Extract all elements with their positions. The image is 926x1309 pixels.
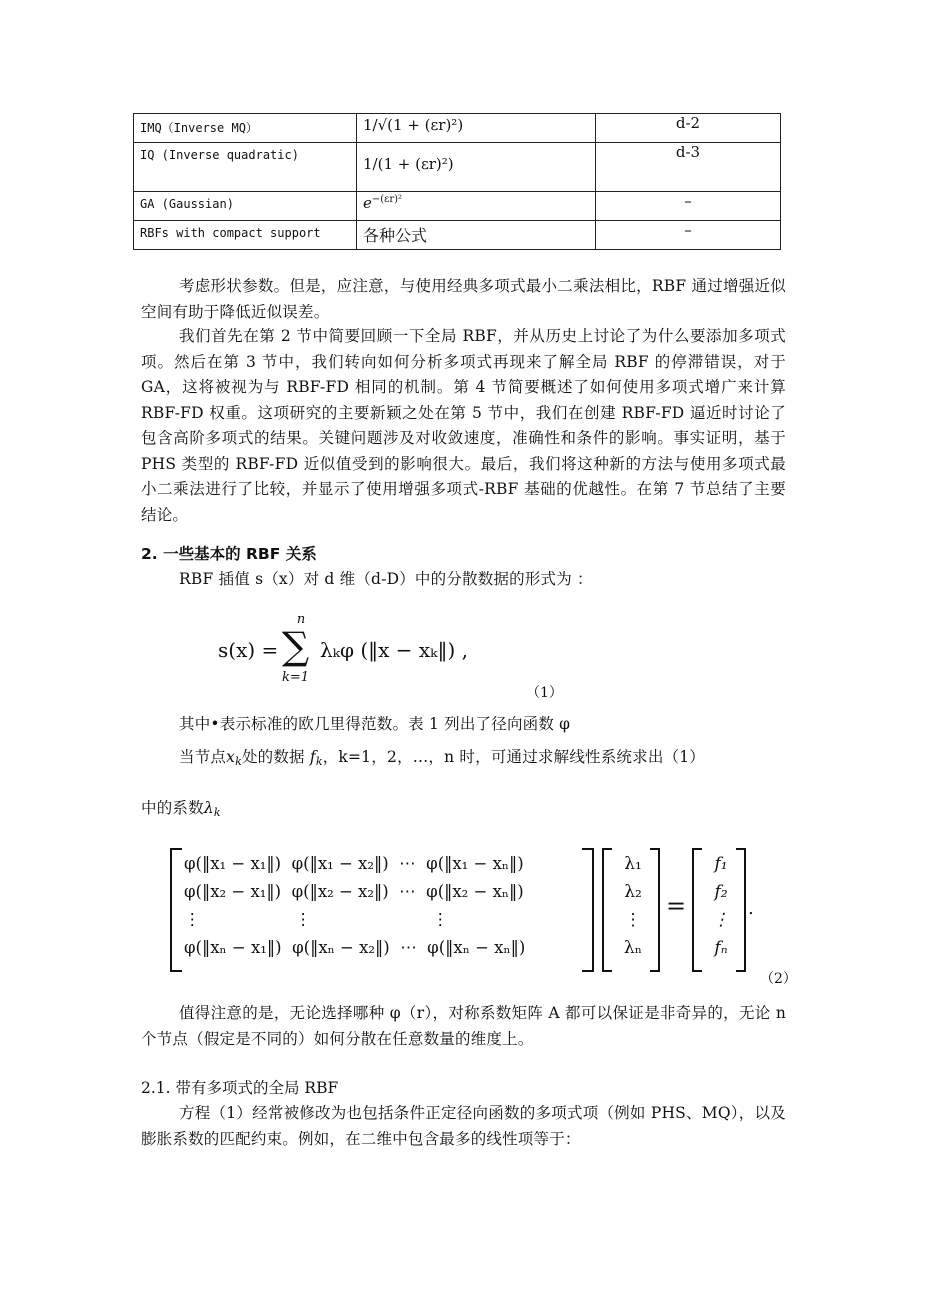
f-vector: f₁ f₂ ⋮ fₙ: [712, 854, 730, 958]
right-bracket: [650, 848, 660, 972]
paragraph: RBF 插值 s（x）对 d 维（d-D）中的分散数据的形式为 ：: [179, 570, 593, 588]
left-bracket: [692, 848, 702, 972]
paragraph: 当节点$x_k$处的数据 $f_k$，k=1，2，…，n 时，可通过求解线性系统求出（1）: [179, 748, 705, 768]
table-row: [134, 143, 781, 192]
rbf-order: d-2: [596, 114, 781, 143]
equation-number: （2）: [760, 971, 797, 987]
left-bracket: [170, 848, 182, 972]
table-row: [134, 192, 781, 221]
phi-matrix: φ(‖x₁ − x₁‖) φ(‖x₁ − x₂‖) ⋯ φ(‖x₁ − xₙ‖) φ(‖x₂ − x₁‖) φ(‖x₂ − x₂‖) ⋯ φ(‖x₂ − xₙ‖) ⋮ ⋮ ⋮ φ(‖xₙ − x₁‖) φ(‖xₙ − x₂‖) ⋯ φ(‖xₙ − xₙ‖): [184, 854, 526, 957]
lambda-vector: λ₁ λ₂ ⋮ λₙ: [623, 854, 643, 958]
rbf-name: GA (Gaussian): [134, 192, 357, 221]
sum-upper: n: [296, 612, 306, 627]
paragraph: 中的系数$\lambda_k$: [141, 799, 221, 819]
equation-1: [218, 612, 518, 692]
rbf-name: IQ (Inverse quadratic): [134, 143, 357, 192]
rbf-name: RBFs with compact support: [134, 221, 357, 250]
rbf-formula: $e^{-(\varepsilon r)^2}$: [357, 192, 596, 221]
right-bracket: [582, 848, 594, 972]
rbf-formula: 各种公式: [357, 221, 596, 250]
right-bracket: [736, 848, 746, 972]
sum-symbol: ∑: [282, 624, 310, 668]
rbf-name: IMQ（Inverse MQ）: [134, 114, 357, 143]
eq1-body: λₖφ (‖x − xₖ‖) ,: [320, 638, 468, 662]
table-row: [134, 221, 781, 250]
rbf-formula: 1/(1 + (εr)²): [357, 143, 596, 192]
rbf-formula: 1/√(1 + (εr)²): [357, 114, 596, 143]
left-bracket: [602, 848, 612, 972]
paragraph: 值得注意的是，无论选择哪种 φ（r），对称系数矩阵 A 都可以保证是非奇异的，无论 n 个节点（假定是不同的）如何分散在任意数量的维度上。: [141, 1004, 786, 1048]
rbf-table: [133, 113, 781, 250]
rbf-order: –: [596, 192, 781, 221]
paragraph: 方程（1）经常被修改为也包括条件正定径向函数的多项式项（例如 PHS、MQ），以及膨胀系数的匹配约束。例如，在二维中包含最多的线性项等于：: [141, 1104, 786, 1148]
rbf-order: –: [596, 221, 781, 250]
sum-lower: k=1: [282, 670, 310, 685]
eq1-lhs: s(x) =: [218, 638, 279, 662]
table-row: [134, 114, 781, 143]
equation-2: φ(‖x₁ − x₁‖) φ(‖x₁ − x₂‖) ⋯ φ(‖x₁ − xₙ‖) φ(‖x₂ − x₁‖) φ(‖x₂ − x₂‖) ⋯ φ(‖x₂ − xₙ‖) ⋮ ⋮ ⋮ φ(‖xₙ − x₁‖) φ(‖xₙ − x₂‖) ⋯ φ(‖xₙ − xₙ‖) λ₁ λ₂ ⋮ λₙ = f₁ f₂ ⋮ fₙ .: [170, 848, 770, 973]
section-heading: 2. 一些基本的 RBF 关系: [141, 545, 317, 563]
equals-sign: =: [666, 892, 687, 920]
paragraph: 我们首先在第 2 节中简要回顾一下全局 RBF，并从历史上讨论了为什么要添加多项式项。然后在第 3 节中，我们转向如何分析多项式再现来了解全局 RBF 的停滞错误，对于 GA，这将被视为与 RBF-FD 相同的机制。第 4 节简要概述了如何使用多项式增广来计算 RBF-FD 权重。这项研究的主要新颖之处在第 5 节中，我们在创建 RBF-FD 逼近时讨论了包含高阶多项式的结果。关键问题涉及对收敛速度，准确性和条件的影响。事实证明，基于 PHS 类型的 RBF-FD 近似值受到的影响很大。最后，我们将这种新的方法与使用多项式最小二乘法进行了比较，并显示了使用增强多项式-RBF 基础的优越性。在第 7 节总结了主要结论。: [141, 327, 786, 524]
paragraph: 考虑形状参数。但是，应注意，与使用经典多项式最小二乘法相比，RBF 通过增强近似空间有助于降低近似误差。: [141, 277, 786, 321]
equation-number: （1）: [526, 685, 563, 701]
rbf-order: d-3: [596, 143, 781, 192]
subsection-heading: 2.1. 带有多项式的全局 RBF: [141, 1079, 339, 1097]
paragraph: 其中•表示标准的欧几里得范数。表 1 列出了径向函数 φ: [179, 715, 571, 733]
